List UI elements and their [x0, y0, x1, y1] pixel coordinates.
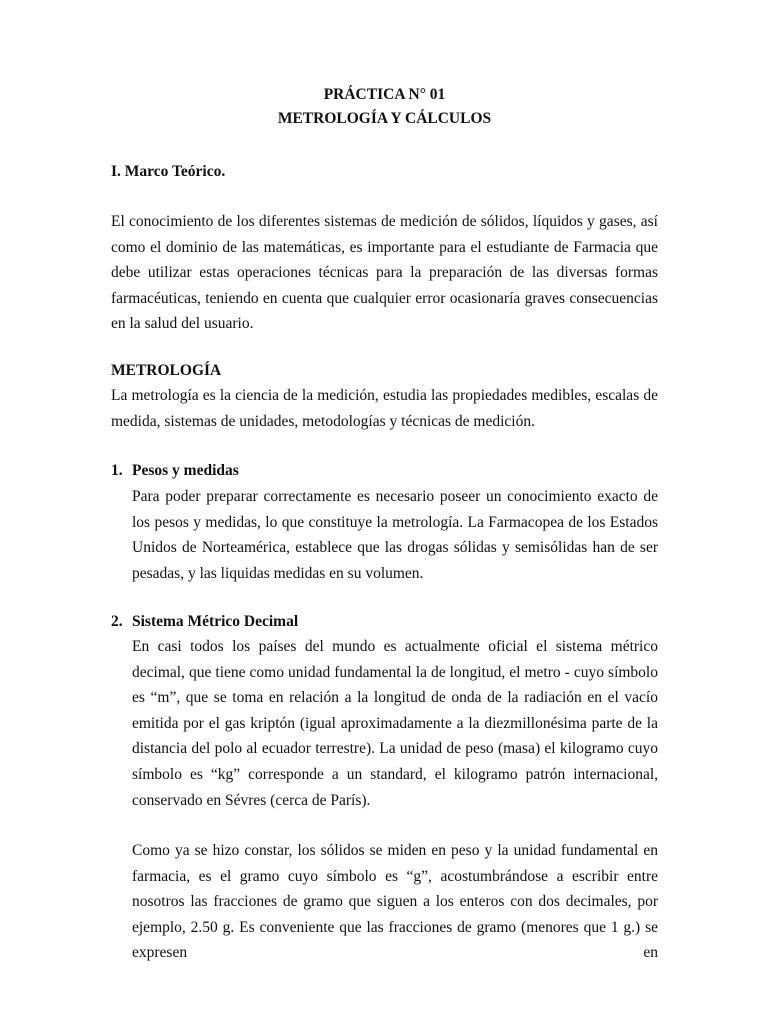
practice-subtitle: METROLOGÍA Y CÁLCULOS — [277, 110, 492, 127]
item-number: 1. — [111, 462, 123, 479]
paragraph-pesos-medidas: Para poder preparar correctamente es necesario poseer un conocimiento exacto de los pesos y medidas, lo que constituye la metrología. La Farmacopea de los Estados Unidos de Norteamérica, establece que las drogas sólidas y semisólidas han de ser pesadas, y las liquidas medidas en su volumen. — [132, 488, 658, 582]
item-heading-sistema-metrico — [111, 613, 658, 631]
paragraph-metrologia: La metrología es la ciencia de la medición, estudia las propiedades medibles, escalas de medida, sistemas de unidades, metodologías y técnicas de medición. — [111, 387, 658, 430]
paragraph-sistema-metrico-1: En casi todos los países del mundo es actualmente oficial el sistema métrico decimal, que tiene como unidad fundamental la de longitud, el metro - cuyo símbolo es “m”, que se toma en relación a la longitud de onda de la radiación en el vacío emitida por el gas kriptón (igual aproximadamente a la diezmillonésima parte de la distancia del polo al ecuador terrestre). La unidad de peso (masa) el kilogramo cuyo símbolo es “kg” corresponde a un standard, el kilogramo patrón internacional, conservado en Sévres (cerca de París). — [132, 638, 658, 809]
item-number: 2. — [111, 613, 123, 630]
item-title: Sistema Métrico Decimal — [132, 613, 299, 630]
paragraph-marco-teorico: El conocimiento de los diferentes sistemas de medición de sólidos, líquidos y gases, así como el dominio de las matemáticas, es importante para el estudiante de Farmacia que debe utilizar estas operaciones técnicas para la preparación de las diversas formas farmacéuticas, teniendo en cuenta que cualquier error ocasionaría graves consecuencias en la salud del usuario. — [111, 213, 658, 333]
paragraph-sistema-metrico-2: Como ya se hizo constar, los sólidos se miden en peso y la unidad fundamental en farmacia, es el gramo cuyo símbolo es “g”, acostumbrándose a escribir entre nosotros las fracciones de gramo que siguen a los enteros con dos decimales, por ejemplo, 2.50 g. Es conveniente que las fracciones de gramo (menores que 1 g.) se expresen en — [132, 842, 658, 962]
item-heading-pesos-medidas — [111, 462, 658, 480]
practice-title: PRÁCTICA N° 01 — [323, 86, 446, 103]
item-title: Pesos y medidas — [132, 462, 239, 479]
document-page — [111, 0, 658, 1024]
section-heading-metrologia: METROLOGÍA — [111, 362, 222, 379]
section-heading-marco-teorico: I. Marco Teórico. — [111, 163, 226, 180]
